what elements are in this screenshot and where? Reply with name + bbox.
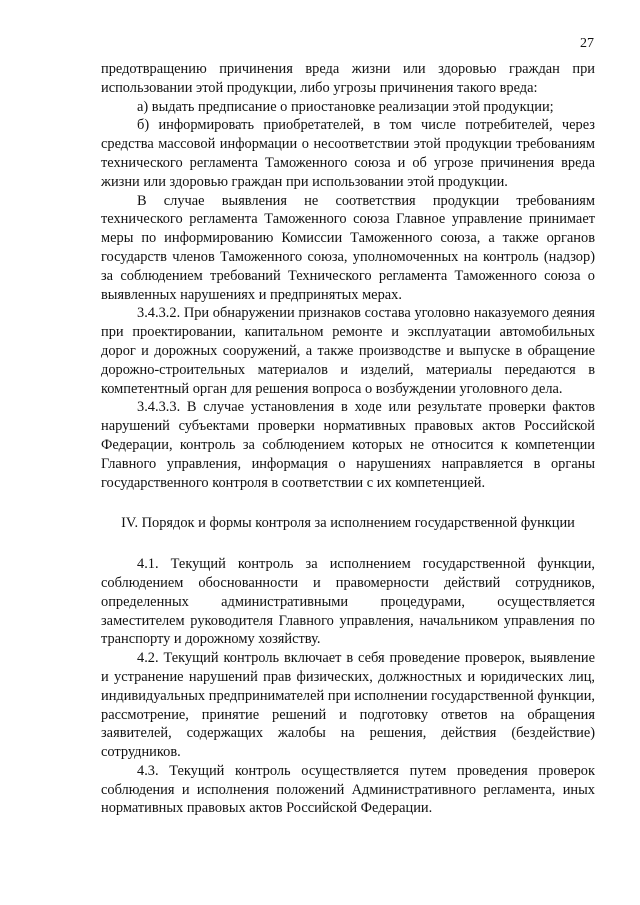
paragraph-customs-union: В случае выявления не соответствия продукции требованиям технического регламента Таможенного союза Главное управление принимает меры по информированию Комиссии Таможенного союза, а также органов государств членов Таможенного союза, уполномоченных на контроль (надзор) за соблюдением требований Технического регламента Таможенного союза о выявленных нарушениях и предпринятых мерах. [101,192,595,303]
paragraph-4-2: 4.2. Текущий контроль включает в себя проведение проверок, выявление и устранение нарушений прав физических, должностных и юридических лиц, индивидуальных предпринимателей при исполнении государственной функции, рассмотрение, принятие решений и подготовку ответов на обращения заявителей, содержащих жалобы на решения, действия (бездействие) сотрудников. [101,650,595,761]
page-number: 27 [580,36,594,51]
paragraph-item-a: а) выдать предписание о приостановке реализации этой продукции; [137,98,554,115]
paragraph-3-4-3-3: 3.4.3.3. В случае установления в ходе или результате проверки фактов нарушений субъектами проверки нормативных правовых актов Российской Федерации, контроль за соблюдением которых не относится к компетенции Главного управления, информация о нарушениях направляется в органы государственного контроля в соответствии с их компетенцией. [101,399,595,491]
paragraph-3-4-3-2: 3.4.3.2. При обнаружении признаков состава уголовно наказуемого деяния при проектировании, капитальном ремонте и эксплуатации автомобильных дорог и дорожных сооружений, а также производстве и выпуске в обращение дорожно-строительных материалов и изделий, материалы передаются в компетентный орган для решения вопроса о возбуждении уголовного дела. [101,305,595,397]
paragraph-4-3: 4.3. Текущий контроль осуществляется путем проведения проверок соблюдения и исполнения положений Административного регламента, иных нормативных правовых актов Российской Федерации. [101,762,595,817]
document-body [101,60,595,818]
paragraph-continuation: предотвращению причинения вреда жизни или здоровью граждан при использовании этой продукции, либо угрозы причинения такого вреда: [101,61,595,96]
paragraph-item-b: б) информировать приобретателей, в том числе потребителей, через средства массовой информации о несоответствии этой продукции требованиям технического регламента Таможенного союза и об угрозе причинения вреда жизни или здоровью граждан при использовании этой продукции. [101,117,595,190]
paragraph-4-1: 4.1. Текущий контроль за исполнением государственной функции, соблюдением обоснованности и правомерности действий сотрудников, определенных административными процедурами, осуществляется заместителем руководителя Главного управления, начальником управления по транспорту и дорожному хозяйству. [101,556,595,648]
section-title: IV. Порядок и формы контроля за исполнением государственной функции [121,515,575,532]
